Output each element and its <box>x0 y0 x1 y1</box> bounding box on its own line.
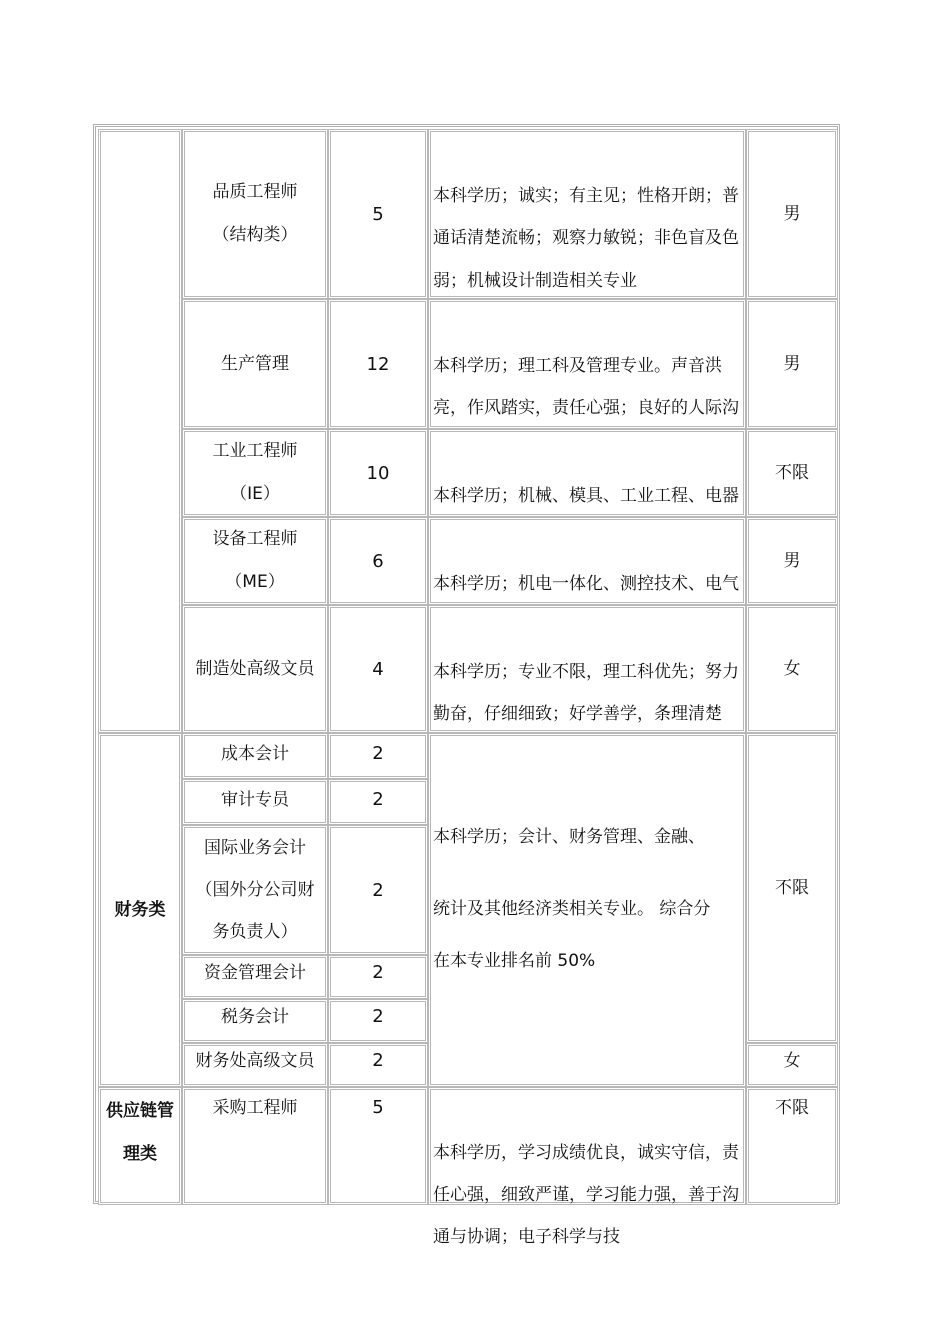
gender-text: 不限 <box>775 462 809 483</box>
count-text: 12 <box>366 353 390 375</box>
requirements-line: 在本专业排名前 50% <box>433 951 596 971</box>
gender-cell <box>746 605 838 733</box>
requirements-cell <box>428 605 746 733</box>
position-cell <box>182 299 328 429</box>
gender-cell <box>746 517 838 605</box>
gender-cell <box>746 1087 838 1205</box>
position-text: 采购工程师 <box>212 1098 298 1118</box>
position-cell <box>182 999 328 1043</box>
position-text: 财务处高级文员 <box>195 1051 315 1071</box>
position-text: 设备工程师 （ME） <box>212 529 298 592</box>
gender-cell <box>746 299 838 429</box>
requirements-line: 统计及其他经济类相关专业。 综合分 <box>433 899 711 919</box>
requirements-cell <box>428 299 746 429</box>
requirements-text: 本科学历，学习成绩优良，诚实守信，责任心强，细致严谨，学习能力强，善于沟通与协调；电子科学与技 <box>433 1143 739 1247</box>
gender-cell <box>746 733 838 1043</box>
category-cell-supply <box>98 1087 182 1205</box>
requirements-text: 本科学历；机电一体化、测控技术、电气 <box>433 573 739 594</box>
position-text: 国际业务会计（国外分公司财务负责人） <box>195 838 315 942</box>
count-cell <box>328 429 428 517</box>
gender-cell <box>746 1043 838 1087</box>
count-cell <box>328 299 428 429</box>
position-text: 品质工程师 （结构类） <box>212 182 298 245</box>
count-cell <box>328 605 428 733</box>
count-text: 10 <box>366 462 390 484</box>
gender-text: 不限 <box>775 877 809 898</box>
category-text: 供应链管理类 <box>106 1101 174 1164</box>
count-text: 2 <box>372 879 384 901</box>
position-text: 成本会计 <box>221 744 289 764</box>
gender-cell <box>746 429 838 517</box>
gender-cell <box>746 129 838 299</box>
requirements-cell <box>428 517 746 605</box>
position-cell <box>182 825 328 955</box>
gender-text: 男 <box>783 353 801 374</box>
count-text: 5 <box>372 1097 384 1118</box>
gender-text: 男 <box>783 550 801 571</box>
category-text: 财务类 <box>114 899 166 920</box>
count-cell <box>328 129 428 299</box>
gender-text: 不限 <box>775 1098 809 1118</box>
count-cell <box>328 955 428 999</box>
requirements-text: 本科学历；理工科及管理专业。声音洪亮，作风踏实，责任心强；良好的人际沟 <box>433 355 739 418</box>
count-cell <box>328 825 428 955</box>
position-text: 审计专员 <box>221 790 289 810</box>
gender-text: 男 <box>783 203 801 224</box>
count-text: 2 <box>372 1050 384 1071</box>
count-text: 2 <box>372 1006 384 1027</box>
requirements-cell-finance <box>428 733 746 1087</box>
gender-text: 女 <box>783 1051 801 1071</box>
count-text: 2 <box>372 962 384 983</box>
count-cell <box>328 779 428 825</box>
position-cell <box>182 517 328 605</box>
position-text: 生产管理 <box>221 353 289 374</box>
category-cell-finance <box>98 733 182 1087</box>
requirements-text: 本科学历；专业不限，理工科优先；努力勤奋，仔细细致；好学善学，条理清楚 <box>433 661 739 724</box>
count-cell <box>328 517 428 605</box>
count-cell <box>328 999 428 1043</box>
gender-text: 女 <box>783 658 801 679</box>
count-text: 2 <box>372 743 384 764</box>
requirements-cell <box>428 1087 746 1247</box>
requirements-text: 本科学历；机械、模具、工业工程、电器 <box>433 485 739 506</box>
count-text: 2 <box>372 789 384 810</box>
count-text: 6 <box>372 550 384 572</box>
count-cell <box>328 733 428 779</box>
requirements-cell <box>428 129 746 299</box>
count-cell <box>328 1043 428 1087</box>
position-cell <box>182 733 328 779</box>
position-cell <box>182 1043 328 1087</box>
position-cell <box>182 605 328 733</box>
requirements-cell <box>428 429 746 517</box>
requirements-text: 本科学历；诚实；有主见；性格开朗；普通话清楚流畅；观察力敏锐；非色盲及色弱；机械设计制造相关专业 <box>433 185 739 291</box>
position-text: 税务会计 <box>221 1007 289 1027</box>
position-cell <box>182 955 328 999</box>
requirements-line: 本科学历；会计、财务管理、金融、 <box>433 827 705 847</box>
recruitment-table <box>93 124 840 1247</box>
count-text: 4 <box>372 658 384 680</box>
position-text: 制造处高级文员 <box>195 658 315 679</box>
category-cell-blank <box>98 129 182 733</box>
position-cell <box>182 129 328 299</box>
count-cell <box>328 1087 428 1205</box>
position-text: 资金管理会计 <box>204 963 306 983</box>
position-cell <box>182 1087 328 1205</box>
count-text: 5 <box>372 203 384 225</box>
position-cell <box>182 429 328 517</box>
position-text: 工业工程师 （IE） <box>212 441 298 504</box>
position-cell <box>182 779 328 825</box>
